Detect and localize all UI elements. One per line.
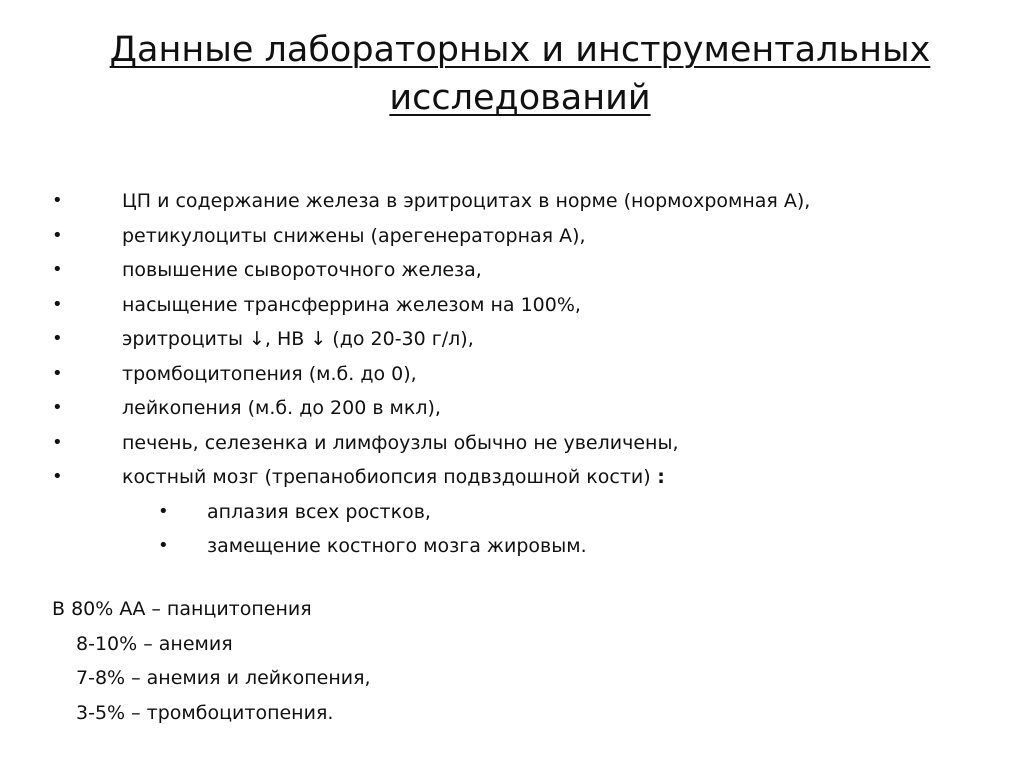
bullet-marker: • [52, 328, 63, 349]
list-item-main-text: костный мозг (трепанобиопсия подвздошной кости) [122, 466, 651, 488]
statistics-block [52, 592, 371, 730]
stat-line: 7-8% – анемия и лейкопения, [76, 667, 371, 689]
findings-list [0, 184, 1024, 564]
stat-line: 3-5% – тромбоцитопения. [76, 701, 334, 724]
bullet-marker: • [158, 535, 169, 556]
list-item [0, 184, 1024, 219]
bullet-marker: • [52, 259, 63, 280]
sub-list-item [0, 529, 1024, 564]
sub-list-item [0, 495, 1024, 530]
list-item-text [122, 460, 665, 495]
list-item [0, 460, 1024, 495]
list-item [0, 426, 1024, 461]
list-item-text: тромбоцитопения (м.б. до 0), [122, 362, 417, 385]
list-item-text: ЦП и содержание железа в эритроцитах в норме (нормохромная А), [122, 190, 811, 212]
sub-list-item-text: замещение костного мозга жировым. [207, 535, 587, 557]
list-item-colon: : [650, 466, 665, 488]
list-item [0, 288, 1024, 323]
list-item-text: насыщение трансферрина железом на 100%, [122, 293, 581, 316]
list-item [0, 357, 1024, 392]
bullet-marker: • [52, 190, 63, 211]
stat-line: 8-10% – анемия [76, 632, 233, 655]
list-item-text: эритроциты ↓, НВ ↓ (до 20-30 г/л), [122, 328, 474, 350]
bullet-marker: • [52, 397, 63, 418]
bullet-marker: • [52, 293, 63, 315]
slide-title-line-1: Данные лабораторных и инструментальных [109, 30, 931, 70]
list-item [0, 219, 1024, 254]
list-item [0, 322, 1024, 357]
bullet-marker: • [52, 362, 63, 384]
bullet-marker: • [52, 224, 63, 246]
bullet-marker: • [158, 500, 169, 522]
list-item-text: лейкопения (м.б. до 200 в мкл), [122, 397, 441, 419]
bullet-marker: • [52, 466, 63, 487]
bullet-marker: • [52, 431, 63, 453]
list-item [0, 391, 1024, 426]
list-item [0, 253, 1024, 288]
list-item-text: ретикулоциты снижены (арегенераторная А), [122, 224, 586, 247]
list-item-text: повышение сывороточного железа, [122, 259, 482, 281]
list-item-text: печень, селезенка и лимфоузлы обычно не увеличены, [122, 431, 679, 454]
slide-title-line-2: исследований [389, 78, 651, 118]
stat-line-main: В 80% АА – панцитопения [52, 598, 312, 620]
sub-list-item-text: аплазия всех ростков, [207, 500, 431, 523]
